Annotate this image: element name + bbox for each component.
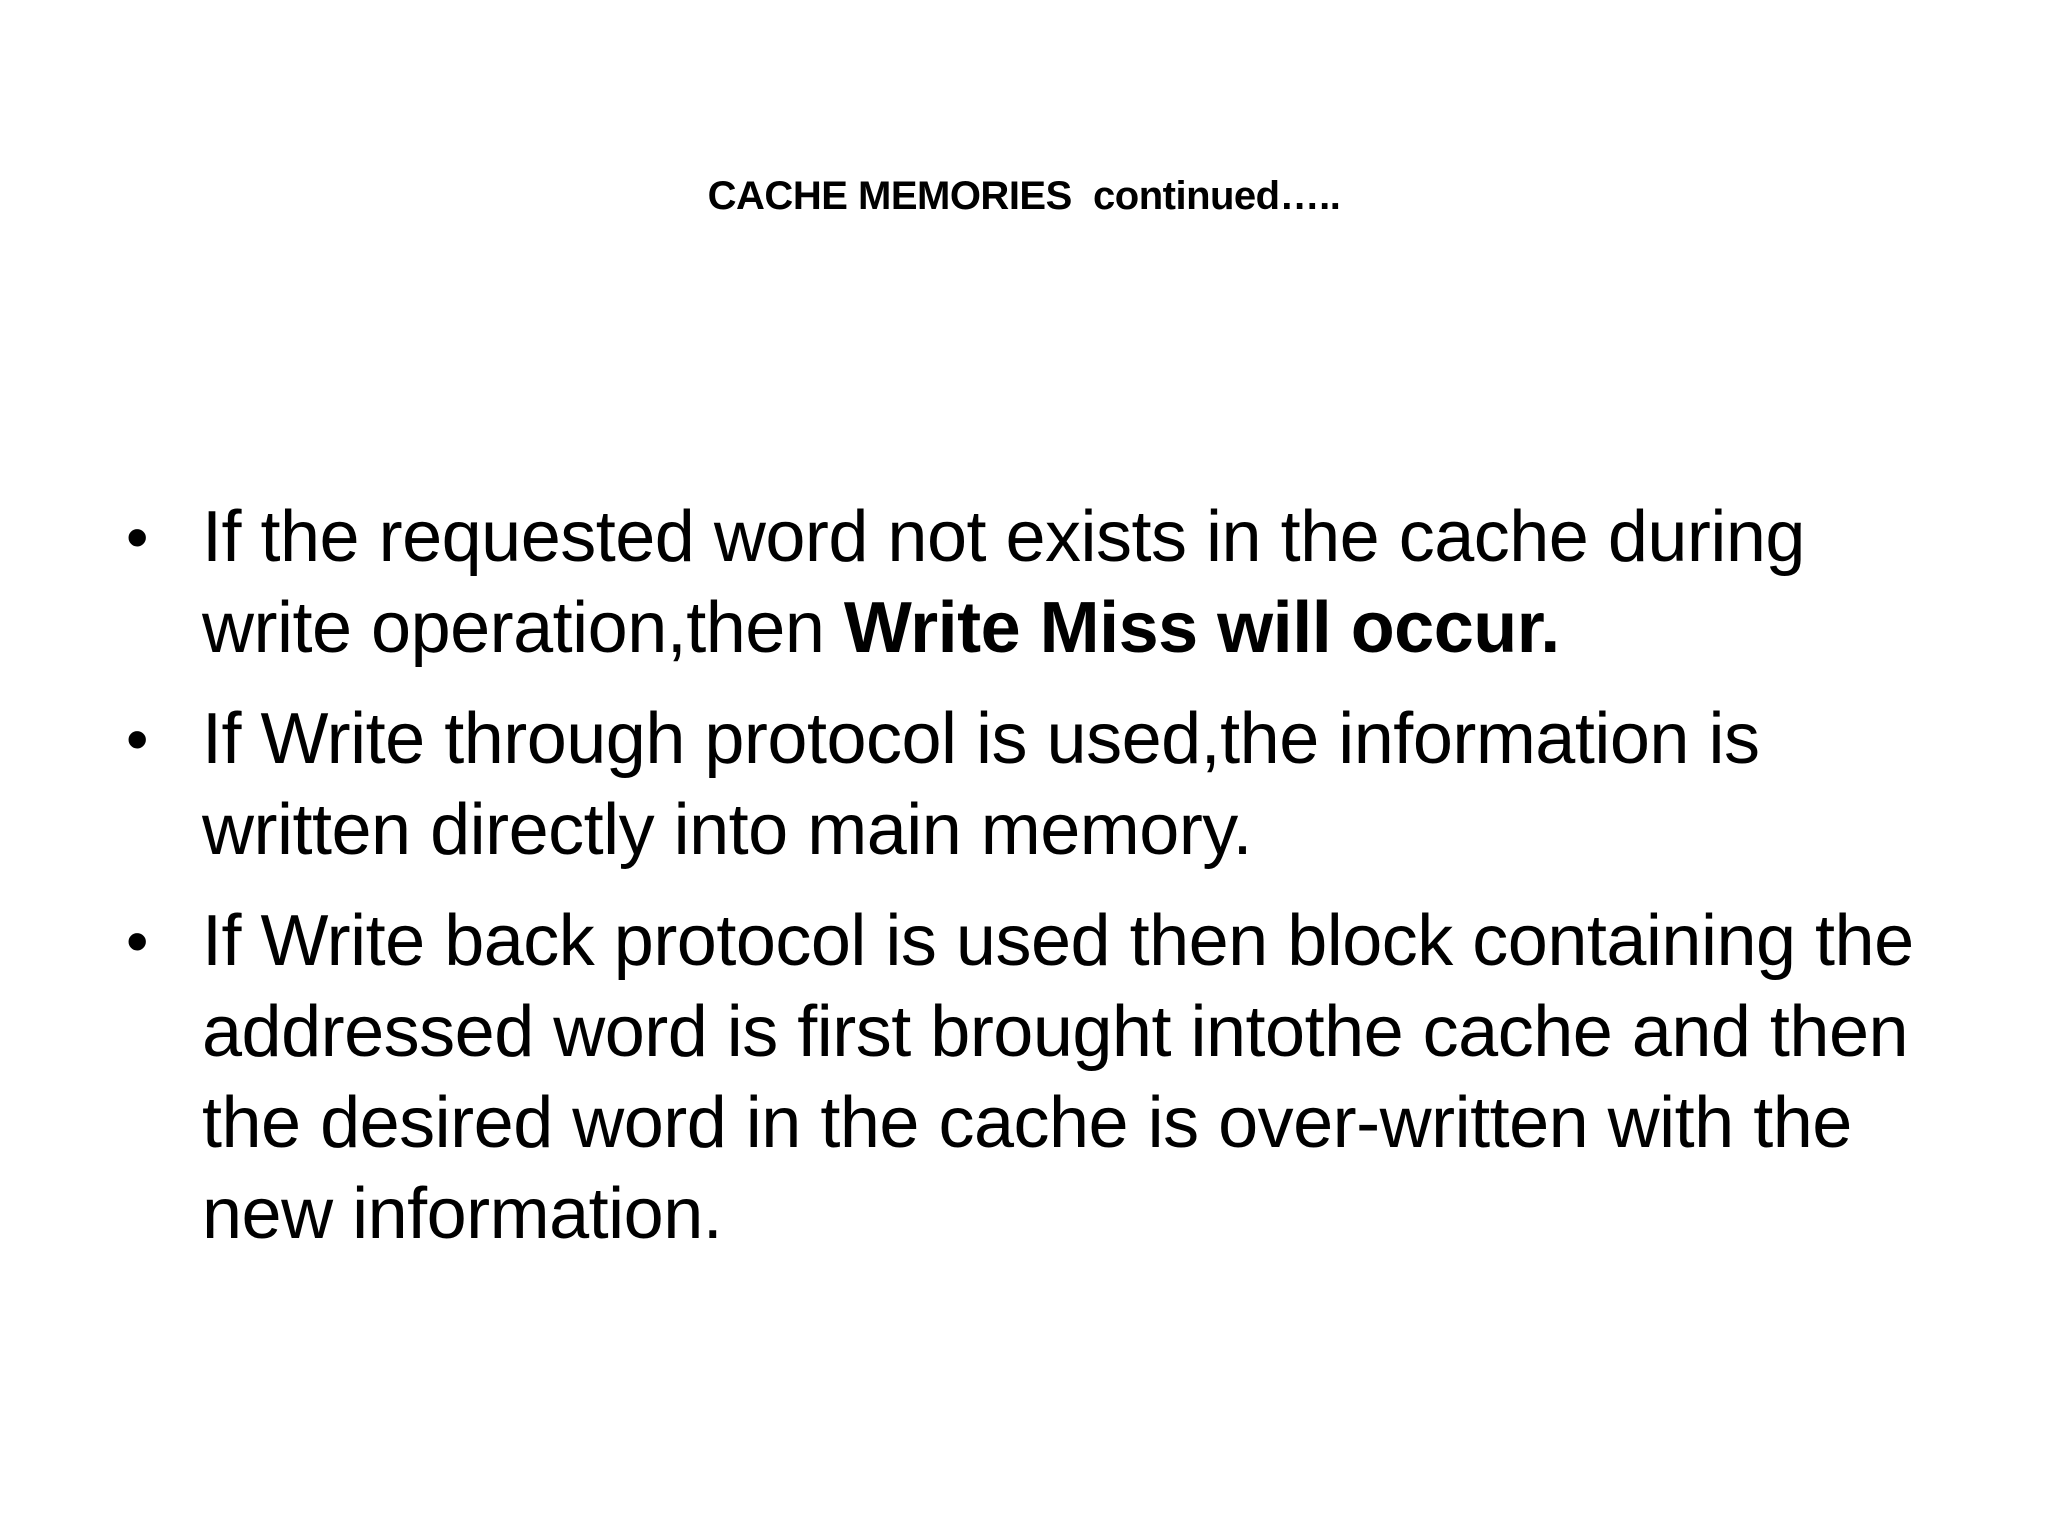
bullet-text-bold: Write Miss will occur. [843,588,1560,668]
bullet-icon: • [126,501,148,573]
bullet-text: If the requested word not exists in the cache during write operation,then [202,497,1805,668]
bullet-item-write-through [120,694,1930,876]
bullet-list [120,492,1930,1280]
bullet-icon: • [126,905,148,977]
bullet-item-write-back [120,896,1930,1260]
bullet-icon: • [126,703,148,775]
bullet-text: If Write back protocol is used then block containing the addressed word is first brought intothe cache and then the desired word in the cache is over-written with the new information. [202,901,1914,1254]
bullet-text: If Write through protocol is used,the information is written directly into main memory. [202,699,1760,870]
slide-title: CACHE MEMORIES continued….. [707,174,1341,218]
bullet-item-write-miss [120,492,1930,674]
